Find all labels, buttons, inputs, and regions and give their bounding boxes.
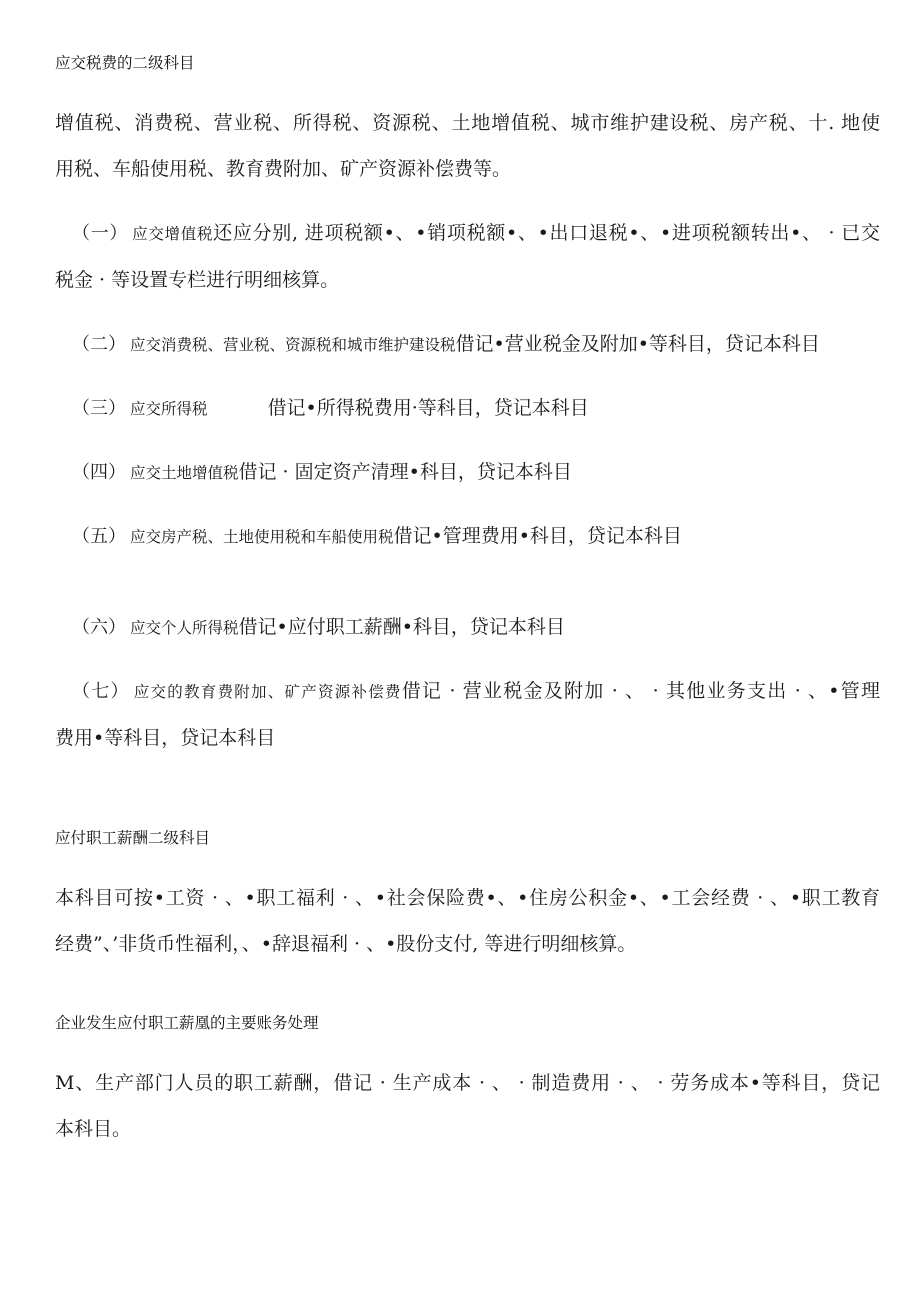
tax-item-2-line-1 xyxy=(55,321,880,368)
tax-item-number: （二） xyxy=(72,334,126,355)
tax-item-number: （六） xyxy=(72,617,126,638)
accounting-line-1: M、生产部门人员的职工薪酬，借记 · 生产成本 · 、 · 制造费用 · 、 · 劳务成本•等科目，贷记 xyxy=(55,1072,880,1094)
tax-item-label: 应交消费税、营业税、资源税和城市维护建设税 xyxy=(130,336,456,354)
tax-item-1-line-2: 税金 · 等设置专栏进行明细核算。 xyxy=(55,269,340,291)
tax-item-label: 应交土地增值税 xyxy=(130,464,239,482)
tax-item-text: 还应分别, 进项税额•、•销项税额•、•出口退税•、•进项税额转出•、 · 已交 xyxy=(213,222,880,244)
tax-item-label: 应交所得税 xyxy=(130,400,208,418)
tax-item-5 xyxy=(55,513,880,560)
tax-item-number: （七） xyxy=(72,681,130,702)
tax-item-number: （一） xyxy=(72,223,129,244)
tax-item-7-line-2: 费用•等科目，贷记本科目 xyxy=(55,727,276,749)
tax-item-3-line-1 xyxy=(55,385,880,432)
tax-item-1-line-1 xyxy=(55,210,880,257)
taxes-intro-paragraph xyxy=(55,100,880,192)
section-title-payroll: 应付职工薪酬二级科目 xyxy=(55,829,211,847)
tax-item-label: 应交个人所得税 xyxy=(130,619,239,637)
tax-item-number: （三） xyxy=(72,398,126,419)
tax-item-text: 借记•管理费用•科目，贷记本科目 xyxy=(393,525,682,547)
tax-item-1 xyxy=(55,210,880,303)
tax-item-label: 应交房产税、土地使用税和车船使用税 xyxy=(130,528,394,546)
tax-item-text: 借记 · 固定资产清理•科目，贷记本科目 xyxy=(238,461,572,483)
tax-item-5-line-1 xyxy=(55,513,880,560)
tax-item-7 xyxy=(55,668,880,761)
tax-item-label: 应交的教育费附加、矿产资源补偿费 xyxy=(133,683,402,701)
accounting-paragraph xyxy=(55,1060,880,1152)
tax-item-text: 借记•所得税费用·等科目，贷记本科目 xyxy=(267,397,589,419)
payroll-line-1: 本科目可按•工资 · 、•职工福利 · 、•社会保险费•、•住房公积金•、•工会经费 · 、•职工教育 xyxy=(55,887,880,909)
tax-item-text: 借记 · 营业税金及附加 · 、 · 其他业务支出 · 、•管理 xyxy=(401,680,881,702)
tax-item-6 xyxy=(55,604,880,651)
section-title-accounting: 企业发生应付职工薪凰的主要账务处理 xyxy=(55,1014,319,1032)
tax-item-number: （四） xyxy=(72,462,126,483)
tax-item-text: 借记•应付职工薪酬•科目，贷记本科目 xyxy=(238,616,565,638)
tax-item-number: （五） xyxy=(72,526,126,547)
accounting-line-2: 本科目。 xyxy=(55,1118,132,1140)
tax-item-7-line-1 xyxy=(55,668,880,715)
tax-item-4-line-1 xyxy=(55,449,880,496)
taxes-intro-line-2: 用税、车船使用税、教育费附加、矿产资源补偿费等。 xyxy=(55,158,512,180)
tax-item-3 xyxy=(55,385,880,432)
payroll-line-2: 经费”、’非货币性福利，、•辞退福利 · 、•股份支付, 等进行明细核算。 xyxy=(55,933,637,955)
tax-item-4 xyxy=(55,449,880,496)
section-title-taxes: 应交税费的二级科目 xyxy=(55,54,195,72)
tax-item-6-line-1 xyxy=(55,604,880,651)
tax-item-2 xyxy=(55,321,880,368)
tax-item-label: 应交增值税 xyxy=(132,225,214,243)
tax-item-text: 借记•营业税金及附加•等科目，贷记本科目 xyxy=(455,333,820,355)
payroll-paragraph xyxy=(55,875,880,967)
taxes-intro-line-1: 增值税、消费税、营业税、所得税、资源税、土地增值税、城市维护建设税、房产税、十. 地使 xyxy=(55,112,880,134)
